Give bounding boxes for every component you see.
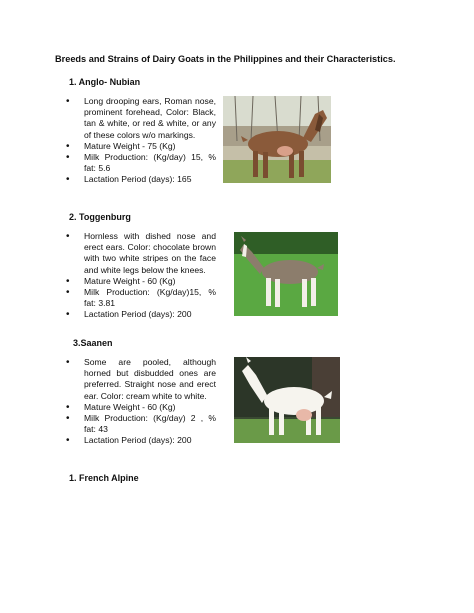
breed-heading-french-alpine: 1. French Alpine	[69, 473, 139, 483]
breed-bullet: • Milk Production: (Kg/day) 2 , % fat: 43	[66, 413, 216, 435]
breed-bullet: • Some are pooled, although horned but disbudded ones are preferred. Straight nose and erect ear. Color: cream white to white.	[66, 357, 216, 402]
breed-bullet: • Long drooping ears, Roman nose, prominent forehead, Color: Black, tan & white, or red & white, or any of these colors w/o markings.	[66, 96, 216, 141]
breed-heading-toggenburg: 2. Toggenburg	[69, 212, 131, 222]
breed-bullet: • Mature Weight - 60 (Kg)	[66, 276, 216, 287]
breed-bullet: • Milk Production: (Kg/day) 15, % fat: 5.6	[66, 152, 216, 174]
breed-heading-saanen: 3.Saanen	[73, 338, 113, 348]
breed-bullet: • Hornless with dished nose and erect ears. Color: chocolate brown with two white stripes on the face and white legs below the knees.	[66, 231, 216, 276]
document-title: Breeds and Strains of Dairy Goats in the Philippines and their Characteristics.	[55, 54, 396, 64]
breed-list-anglo-nubian	[66, 96, 216, 186]
breed-list-saanen	[66, 357, 216, 447]
breed-list-toggenburg	[66, 231, 216, 321]
toggenburg-goat-photo	[234, 232, 338, 316]
breed-heading-anglo-nubian: 1. Anglo- Nubian	[69, 77, 141, 87]
breed-bullet: • Lactation Period (days): 200	[66, 435, 216, 446]
breed-bullet: • Mature Weight - 75 (Kg)	[66, 141, 216, 152]
saanen-goat-photo	[234, 357, 340, 443]
breed-bullet: • Lactation Period (days): 200	[66, 309, 216, 320]
anglo-nubian-goat-photo	[223, 96, 331, 183]
breed-bullet: • Lactation Period (days): 165	[66, 174, 216, 185]
breed-bullet: • Milk Production: (Kg/day)15, % fat: 3.81	[66, 287, 216, 309]
breed-bullet: • Mature Weight - 60 (Kg)	[66, 402, 216, 413]
